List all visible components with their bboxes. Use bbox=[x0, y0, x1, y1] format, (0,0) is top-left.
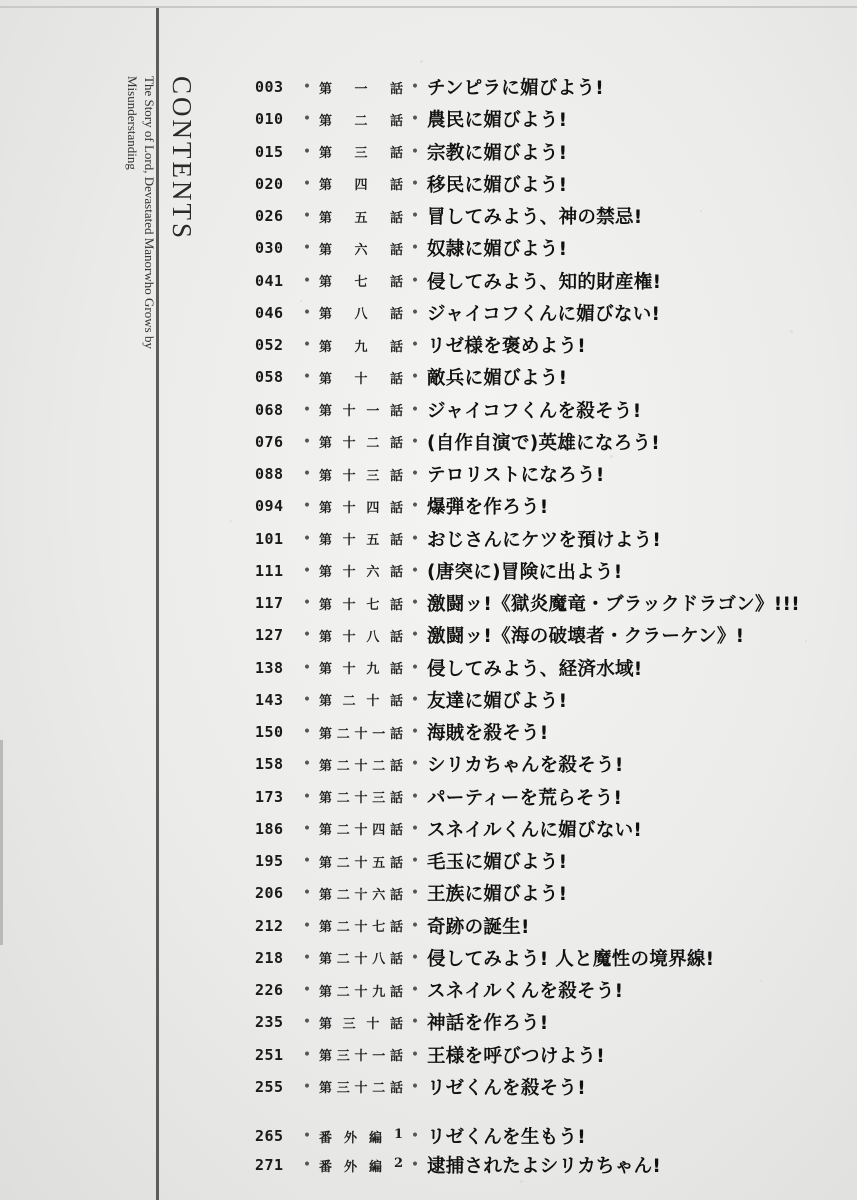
toc-entry[interactable] bbox=[255, 492, 850, 520]
paper-speck bbox=[230, 520, 232, 522]
chapter-label: 第 四 話 bbox=[319, 178, 403, 194]
chapter-title: (唐突に)冒険に出よう! bbox=[427, 561, 623, 583]
chapter-label: 第 十 二 話 bbox=[319, 436, 403, 452]
page-number: 015 bbox=[255, 142, 284, 161]
separator-dot: • bbox=[302, 820, 312, 837]
chapter-title: シリカちゃんを殺そう! bbox=[427, 755, 624, 777]
chapter-label: 第 一 話 bbox=[319, 81, 403, 97]
separator-dot: • bbox=[410, 724, 420, 740]
paper-speck bbox=[790, 330, 793, 333]
separator-dot: • bbox=[410, 369, 420, 386]
chapter-title: テロリストになろう! bbox=[427, 465, 605, 486]
toc-entry[interactable] bbox=[255, 202, 850, 230]
page-number: 226 bbox=[255, 981, 284, 999]
separator-dot: • bbox=[302, 724, 312, 740]
toc-entry[interactable] bbox=[255, 847, 850, 875]
toc-entry[interactable] bbox=[255, 557, 850, 585]
separator-dot: • bbox=[302, 401, 312, 418]
separator-dot: • bbox=[410, 1157, 420, 1173]
separator-dot: • bbox=[410, 595, 420, 611]
separator-dot: • bbox=[302, 304, 312, 321]
chapter-title: 農民に媚びよう! bbox=[427, 110, 568, 132]
chapter-title: ジャイコフくんに媚びない! bbox=[427, 303, 661, 325]
chapter-title: 奴隷に媚びよう! bbox=[427, 239, 568, 261]
chapter-label: 第 六 話 bbox=[319, 242, 403, 258]
chapter-label: 第 三 十 話 bbox=[319, 1016, 403, 1032]
separator-dot: • bbox=[410, 498, 420, 515]
toc-entry[interactable] bbox=[255, 815, 850, 843]
separator-dot: • bbox=[302, 175, 312, 192]
chapter-title: 侵してみよう、経済水域! bbox=[427, 658, 643, 680]
page-number: 052 bbox=[255, 336, 284, 354]
toc-entry[interactable] bbox=[255, 105, 850, 133]
separator-dot: • bbox=[410, 111, 420, 128]
separator-dot: • bbox=[410, 1078, 420, 1095]
toc-entry[interactable] bbox=[255, 396, 850, 424]
chapter-title: 王様を呼びつけよう! bbox=[427, 1045, 605, 1067]
separator-dot: • bbox=[302, 272, 312, 289]
page-number: 026 bbox=[255, 207, 284, 225]
separator-dot: • bbox=[302, 917, 312, 934]
chapter-title: おじさんにケツを預けよう! bbox=[427, 529, 662, 551]
chapter-label: 第 十 六 話 bbox=[319, 565, 403, 581]
chapter-title: 友達に媚びよう! bbox=[427, 690, 568, 712]
page-number: 138 bbox=[255, 658, 284, 677]
chapter-label: 第 二 話 bbox=[319, 113, 403, 129]
toc-entry[interactable] bbox=[255, 460, 850, 488]
separator-dot: • bbox=[410, 272, 420, 289]
separator-dot: • bbox=[302, 337, 312, 353]
paper-speck bbox=[700, 210, 702, 212]
page-number: 271 bbox=[255, 1156, 284, 1174]
separator-dot: • bbox=[302, 691, 312, 708]
chapter-title: 宗教に媚びよう! bbox=[427, 142, 568, 164]
page-number: 173 bbox=[255, 787, 284, 806]
chapter-title: リゼくんを殺そう! bbox=[427, 1077, 586, 1099]
toc-entry[interactable] bbox=[255, 718, 850, 746]
chapter-label: 番 外 編 1 bbox=[319, 1126, 403, 1146]
chapter-label: 第 十 九 話 bbox=[319, 662, 403, 677]
separator-dot: • bbox=[302, 530, 312, 547]
separator-dot: • bbox=[410, 304, 420, 321]
separator-dot: • bbox=[410, 143, 420, 160]
chapter-title: 王族に媚びよう! bbox=[427, 884, 568, 906]
page-number: 003 bbox=[255, 78, 284, 96]
paper-speck bbox=[610, 455, 613, 458]
separator-dot: • bbox=[302, 369, 312, 386]
chapter-title: 侵してみよう! 人と魔性の境界線! bbox=[427, 948, 715, 970]
separator-dot: • bbox=[410, 433, 420, 450]
separator-dot: • bbox=[410, 788, 420, 805]
separator-dot: • bbox=[410, 917, 420, 934]
separator-dot: • bbox=[302, 562, 312, 579]
separator-dot: • bbox=[302, 853, 312, 869]
chapter-title: 毛玉に媚びよう! bbox=[427, 852, 568, 873]
chapter-title: 移民に媚びよう! bbox=[427, 174, 568, 196]
separator-dot: • bbox=[410, 208, 420, 224]
chapter-title: チンピラに媚びよう! bbox=[427, 78, 605, 99]
separator-dot: • bbox=[410, 1046, 420, 1063]
toc-entry[interactable] bbox=[255, 331, 850, 359]
chapter-label: 第 十 話 bbox=[319, 371, 403, 387]
chapter-title: 奇跡の誕生! bbox=[427, 916, 530, 938]
separator-dot: • bbox=[302, 240, 312, 257]
toc-entry[interactable] bbox=[255, 363, 850, 391]
toc-entry[interactable] bbox=[255, 1008, 850, 1036]
chapter-label: 第 十 七 話 bbox=[319, 597, 403, 613]
page-number: 041 bbox=[255, 271, 284, 290]
separator-dot: • bbox=[410, 175, 420, 192]
separator-dot: • bbox=[410, 627, 420, 644]
chapter-label: 第 九 話 bbox=[319, 339, 403, 355]
page-number: 265 bbox=[255, 1127, 284, 1145]
toc-entry[interactable] bbox=[255, 267, 850, 295]
separator-dot: • bbox=[302, 1014, 312, 1031]
paper-speck bbox=[805, 640, 807, 642]
chapter-title: スネイルくんに媚びない! bbox=[427, 819, 643, 841]
paper-speck bbox=[300, 300, 302, 302]
chapter-label: 第 二 十 五 話 bbox=[319, 855, 403, 871]
separator-dot: • bbox=[302, 466, 312, 482]
separator-dot: • bbox=[410, 401, 420, 418]
chapter-title: 敵兵に媚びよう! bbox=[427, 368, 568, 390]
separator-dot: • bbox=[302, 595, 312, 611]
chapter-title: 爆弾を作ろう! bbox=[427, 497, 549, 519]
toc-entry[interactable] bbox=[255, 783, 850, 811]
chapter-title: 神話を作ろう! bbox=[427, 1013, 549, 1035]
separator-dot: • bbox=[410, 820, 420, 837]
separator-dot: • bbox=[302, 111, 312, 128]
separator-dot: • bbox=[410, 240, 420, 257]
separator-dot: • bbox=[302, 627, 312, 644]
separator-dot: • bbox=[302, 208, 312, 224]
chapter-title: 侵してみよう、知的財産権! bbox=[427, 271, 662, 293]
toc-entry[interactable] bbox=[255, 73, 850, 101]
separator-dot: • bbox=[302, 1078, 312, 1095]
page-number: 030 bbox=[255, 239, 284, 258]
separator-dot: • bbox=[302, 1157, 312, 1173]
toc-entry[interactable] bbox=[255, 1041, 850, 1069]
separator-dot: • bbox=[410, 691, 420, 708]
page-number: 094 bbox=[255, 497, 284, 516]
page-number: 218 bbox=[255, 948, 284, 967]
chapter-label: 第 二 十 話 bbox=[319, 694, 403, 710]
chapter-title: 逮捕されたよシリカちゃん! bbox=[427, 1156, 662, 1177]
separator-dot: • bbox=[302, 659, 312, 676]
page-number: 158 bbox=[255, 755, 284, 774]
page-number: 235 bbox=[255, 1013, 284, 1032]
toc-entry[interactable] bbox=[255, 299, 850, 327]
toc-entry[interactable] bbox=[255, 589, 850, 617]
separator-dot: • bbox=[410, 1014, 420, 1031]
separator-dot: • bbox=[410, 853, 420, 869]
chapter-title: ジャイコフくんを殺そう! bbox=[427, 400, 642, 422]
toc-entry[interactable] bbox=[255, 944, 850, 972]
toc-entry[interactable] bbox=[255, 1151, 850, 1179]
chapter-title: リゼくんを生もう! bbox=[427, 1127, 586, 1148]
toc-entry[interactable] bbox=[255, 879, 850, 907]
chapter-label: 第 二 十 四 話 bbox=[319, 823, 403, 839]
toc-entry[interactable] bbox=[255, 234, 850, 262]
separator-dot: • bbox=[410, 885, 420, 902]
chapter-label: 第 十 五 話 bbox=[319, 533, 403, 548]
page-number: 101 bbox=[255, 529, 284, 548]
paper-speck bbox=[520, 1180, 523, 1183]
separator-dot: • bbox=[302, 79, 312, 95]
toc-entry[interactable] bbox=[255, 525, 850, 553]
separator-dot: • bbox=[410, 562, 420, 579]
separator-dot: • bbox=[410, 79, 420, 95]
toc-entry[interactable] bbox=[255, 654, 850, 682]
separator-dot: • bbox=[302, 788, 312, 805]
book-subtitle: The Story of Lord, Devastated Manorwho Grows by Misunderstanding bbox=[125, 76, 157, 349]
separator-dot: • bbox=[410, 756, 420, 773]
chapter-label: 第 七 話 bbox=[319, 275, 403, 290]
toc-entry[interactable] bbox=[255, 686, 850, 714]
toc-entry[interactable] bbox=[255, 621, 850, 649]
separator-dot: • bbox=[302, 982, 312, 998]
page-number: 111 bbox=[255, 561, 284, 580]
chapter-title: 激闘ッ!《獄炎魔竜・ブラックドラゴン》!!! bbox=[427, 594, 800, 615]
page-number: 010 bbox=[255, 110, 284, 129]
chapter-title: リゼ様を褒めよう! bbox=[427, 336, 586, 357]
chapter-label: 第 二 十 八 話 bbox=[319, 952, 403, 968]
separator-dot: • bbox=[302, 756, 312, 773]
separator-dot: • bbox=[410, 982, 420, 998]
page-number: 206 bbox=[255, 884, 284, 903]
separator-dot: • bbox=[302, 1046, 312, 1063]
paper-speck bbox=[760, 980, 762, 982]
toc-entry[interactable] bbox=[255, 912, 850, 940]
separator-dot: • bbox=[410, 337, 420, 353]
chapter-label: 第 八 話 bbox=[319, 307, 403, 323]
chapter-label: 第 二 十 二 話 bbox=[319, 758, 403, 774]
separator-dot: • bbox=[410, 1128, 420, 1144]
page-number: 068 bbox=[255, 400, 284, 419]
chapter-title: (自作自演で)英雄になろう! bbox=[427, 432, 661, 454]
page-number: 143 bbox=[255, 690, 284, 709]
chapter-title: パーティーを荒らそう! bbox=[427, 787, 623, 809]
chapter-label: 第 五 話 bbox=[319, 210, 403, 226]
separator-dot: • bbox=[410, 659, 420, 676]
chapter-label: 第 三 十 二 話 bbox=[319, 1081, 403, 1097]
page-number: 127 bbox=[255, 626, 284, 645]
chapter-label: 第 二 十 九 話 bbox=[319, 984, 403, 1000]
separator-dot: • bbox=[302, 1128, 312, 1144]
chapter-title: 激闘ッ!《海の破壊者・クラーケン》! bbox=[427, 626, 745, 648]
page-number: 020 bbox=[255, 174, 284, 193]
toc-entry[interactable] bbox=[255, 750, 850, 778]
page-number: 255 bbox=[255, 1077, 284, 1096]
separator-dot: • bbox=[410, 530, 420, 547]
toc-entry[interactable] bbox=[255, 428, 850, 456]
separator-dot: • bbox=[302, 949, 312, 966]
page-number: 117 bbox=[255, 594, 284, 612]
toc-entry[interactable] bbox=[255, 1122, 850, 1150]
chapter-label: 第 十 三 話 bbox=[319, 468, 403, 484]
chapter-label: 第 二 十 七 話 bbox=[319, 920, 403, 935]
separator-dot: • bbox=[302, 885, 312, 902]
page-number: 251 bbox=[255, 1045, 284, 1064]
toc-entry[interactable] bbox=[255, 138, 850, 166]
paper-speck bbox=[420, 60, 423, 63]
paper-speck bbox=[360, 890, 363, 893]
chapter-label: 第 十 八 話 bbox=[319, 629, 403, 645]
page-number: 150 bbox=[255, 723, 284, 741]
chapter-title: スネイルくんを殺そう! bbox=[427, 981, 624, 1002]
chapter-title: 海賊を殺そう! bbox=[427, 723, 549, 744]
page-number: 186 bbox=[255, 819, 284, 838]
chapter-label: 第 三 話 bbox=[319, 146, 403, 161]
contents-title: CONTENTS bbox=[167, 76, 197, 241]
page-number: 046 bbox=[255, 303, 284, 322]
chapter-label: 第 三 十 一 話 bbox=[319, 1049, 403, 1064]
chapter-label: 第 十 一 話 bbox=[319, 404, 403, 419]
chapter-label: 第 二 十 一 話 bbox=[319, 726, 403, 742]
separator-dot: • bbox=[302, 143, 312, 160]
chapter-title: 冒してみよう、神の禁忌! bbox=[427, 207, 643, 228]
chapter-label: 番 外 編 2 bbox=[319, 1155, 403, 1175]
chapter-label: 第 二 十 三 話 bbox=[319, 791, 403, 806]
page-number: 076 bbox=[255, 432, 284, 451]
separator-dot: • bbox=[410, 466, 420, 482]
toc-entry[interactable] bbox=[255, 170, 850, 198]
page-number: 058 bbox=[255, 368, 284, 387]
chapter-label: 第 十 四 話 bbox=[319, 500, 403, 516]
separator-dot: • bbox=[302, 433, 312, 450]
page-number: 195 bbox=[255, 852, 284, 870]
page-number: 088 bbox=[255, 465, 284, 483]
separator-dot: • bbox=[410, 949, 420, 966]
chapter-label: 第 二 十 六 話 bbox=[319, 887, 403, 903]
toc-entry[interactable] bbox=[255, 1073, 850, 1101]
page-number: 212 bbox=[255, 916, 284, 935]
separator-dot: • bbox=[302, 498, 312, 515]
